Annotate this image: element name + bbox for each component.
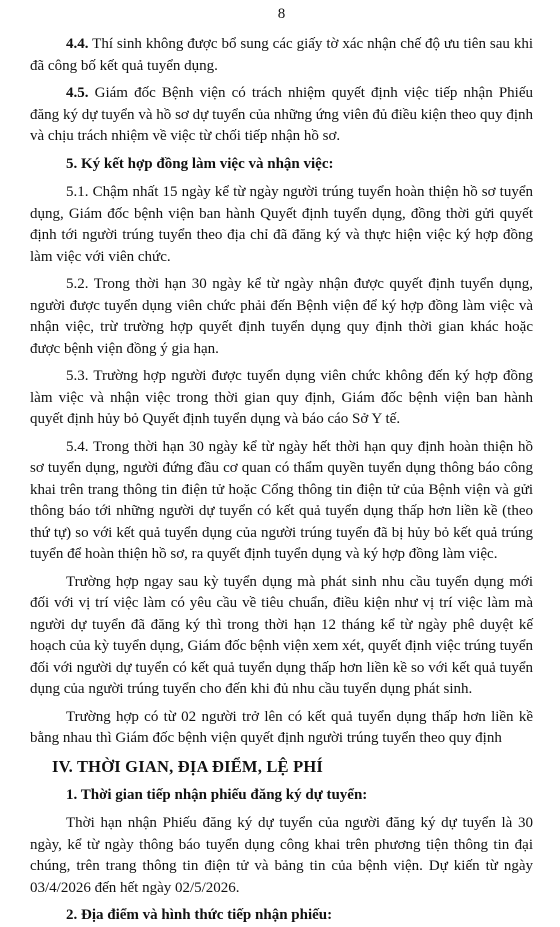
paragraph-5-3: 5.3. Trường hợp người được tuyển dụng viên chức không đến ký hợp đồng làm việc và nhận việc trong thời gian quy định, Giám đốc bệnh viện ban hành quyết định hủy bỏ Quyết định tuyển dụng và báo cáo Sở Y tế.	[30, 368, 533, 427]
paragraph-5-2: 5.2. Trong thời hạn 30 ngày kể từ ngày nhận được quyết định tuyển dụng, người được tuyển dụng viên chức phải đến Bệnh viện để ký hợp đồng làm việc và nhận việc, trừ trường hợp quyết định tuyển dụng quy định thời gian khác hoặc được bệnh viện đồng ý gia hạn.	[30, 276, 533, 357]
paragraph-5-4: 5.4. Trong thời hạn 30 ngày kể từ ngày hết thời hạn quy định hoàn thiện hồ sơ tuyển dụng, người đứng đầu cơ quan có thẩm quyền tuyển dụng thông báo công khai trên trang thông tin điện tử hoặc Cổng thông tin điện tử của Bệnh viện và gửi thông báo tới những người dự tuyển có kết quả tuyển dụng thấp hơn liền kề (theo thứ tự) so với kết quả tuyển dụng của người trúng tuyển đã bị hủy bỏ kết quả trúng tuyển để hoàn thiện hồ sơ, ra quyết định tuyển dụng và ký hợp đồng làm việc.	[30, 438, 533, 562]
paragraph-4-4-number: 4.4.	[66, 36, 89, 52]
paragraph-5-1: 5.1. Chậm nhất 15 ngày kể từ ngày người trúng tuyển hoàn thiện hồ sơ tuyển dụng, Giám đốc bệnh viện ban hành Quyết định tuyển dụng, đồng thời gửi quyết định tới người trúng tuyển theo địa chỉ đã đăng ký và thực hiện việc ký hợp đồng làm việc với viên chức.	[30, 184, 533, 265]
paragraph-4-4-text: Thí sinh không được bổ sung các giấy tờ xác nhận chế độ ưu tiên sau khi đã công bố kết quả tuyển dụng.	[30, 36, 533, 74]
paragraph-equal-results-case: Trường hợp có từ 02 người trở lên có kết quả tuyển dụng thấp hơn liền kề bằng nhau thì Giám đốc bệnh viện quyết định người trúng tuyển theo quy định	[30, 708, 533, 746]
page-number: 8	[277, 6, 286, 22]
heading-section-iv: IV. THỜI GIAN, ĐỊA ĐIỂM, LỆ PHÍ	[52, 756, 324, 776]
paragraph-iv-1: Thời hạn nhận Phiếu đăng ký dự tuyển của người đăng ký dự tuyển là 30 ngày, kể từ ngày thông báo tuyển dụng công khai trên phương tiện thông tin đại chúng, trên trang thông tin điện tử và bảng tin của bệnh viện. Dự kiến từ ngày 03/4/2026 đến hết ngày 02/5/2026.	[30, 815, 533, 896]
heading-iv-2: 2. Địa điểm và hình thức tiếp nhận phiếu:	[66, 907, 333, 923]
heading-iv-1: 1. Thời gian tiếp nhận phiếu đăng ký dự tuyển:	[66, 786, 368, 803]
paragraph-4-4	[30, 34, 533, 77]
heading-section-5: 5. Ký kết hợp đồng làm việc và nhận việc:	[66, 155, 334, 172]
paragraph-new-demand-case: Trường hợp ngay sau kỳ tuyển dụng mà phát sinh nhu cầu tuyển dụng mới đối với vị trí việc làm có yêu cầu về tiêu chuẩn, điều kiện như vị trí việc làm mà người dự tuyển đã đăng ký thì trong thời hạn 12 tháng kể từ ngày phê duyệt kế hoạch của kỳ tuyển dụng, Giám đốc bệnh viện xem xét, quyết định việc trúng tuyển đối với người dự tuyển có kết quả tuyển dụng thấp hơn liền kề so với kết quả tuyển dụng của người trúng tuyển cho đến khi đủ nhu cầu tuyển dụng phát sinh.	[30, 573, 533, 697]
paragraph-4-5-number: 4.5.	[66, 85, 89, 101]
paragraph-4-5-text: Giám đốc Bệnh viện có trách nhiệm quyết định việc tiếp nhận Phiếu đăng ký dự tuyển và hồ sơ dự tuyển của những ứng viên đủ điều kiện theo quy định và chịu trách nhiệm về việc từ chối tiếp nhận hồ sơ.	[30, 85, 533, 144]
paragraph-4-5	[30, 83, 533, 148]
